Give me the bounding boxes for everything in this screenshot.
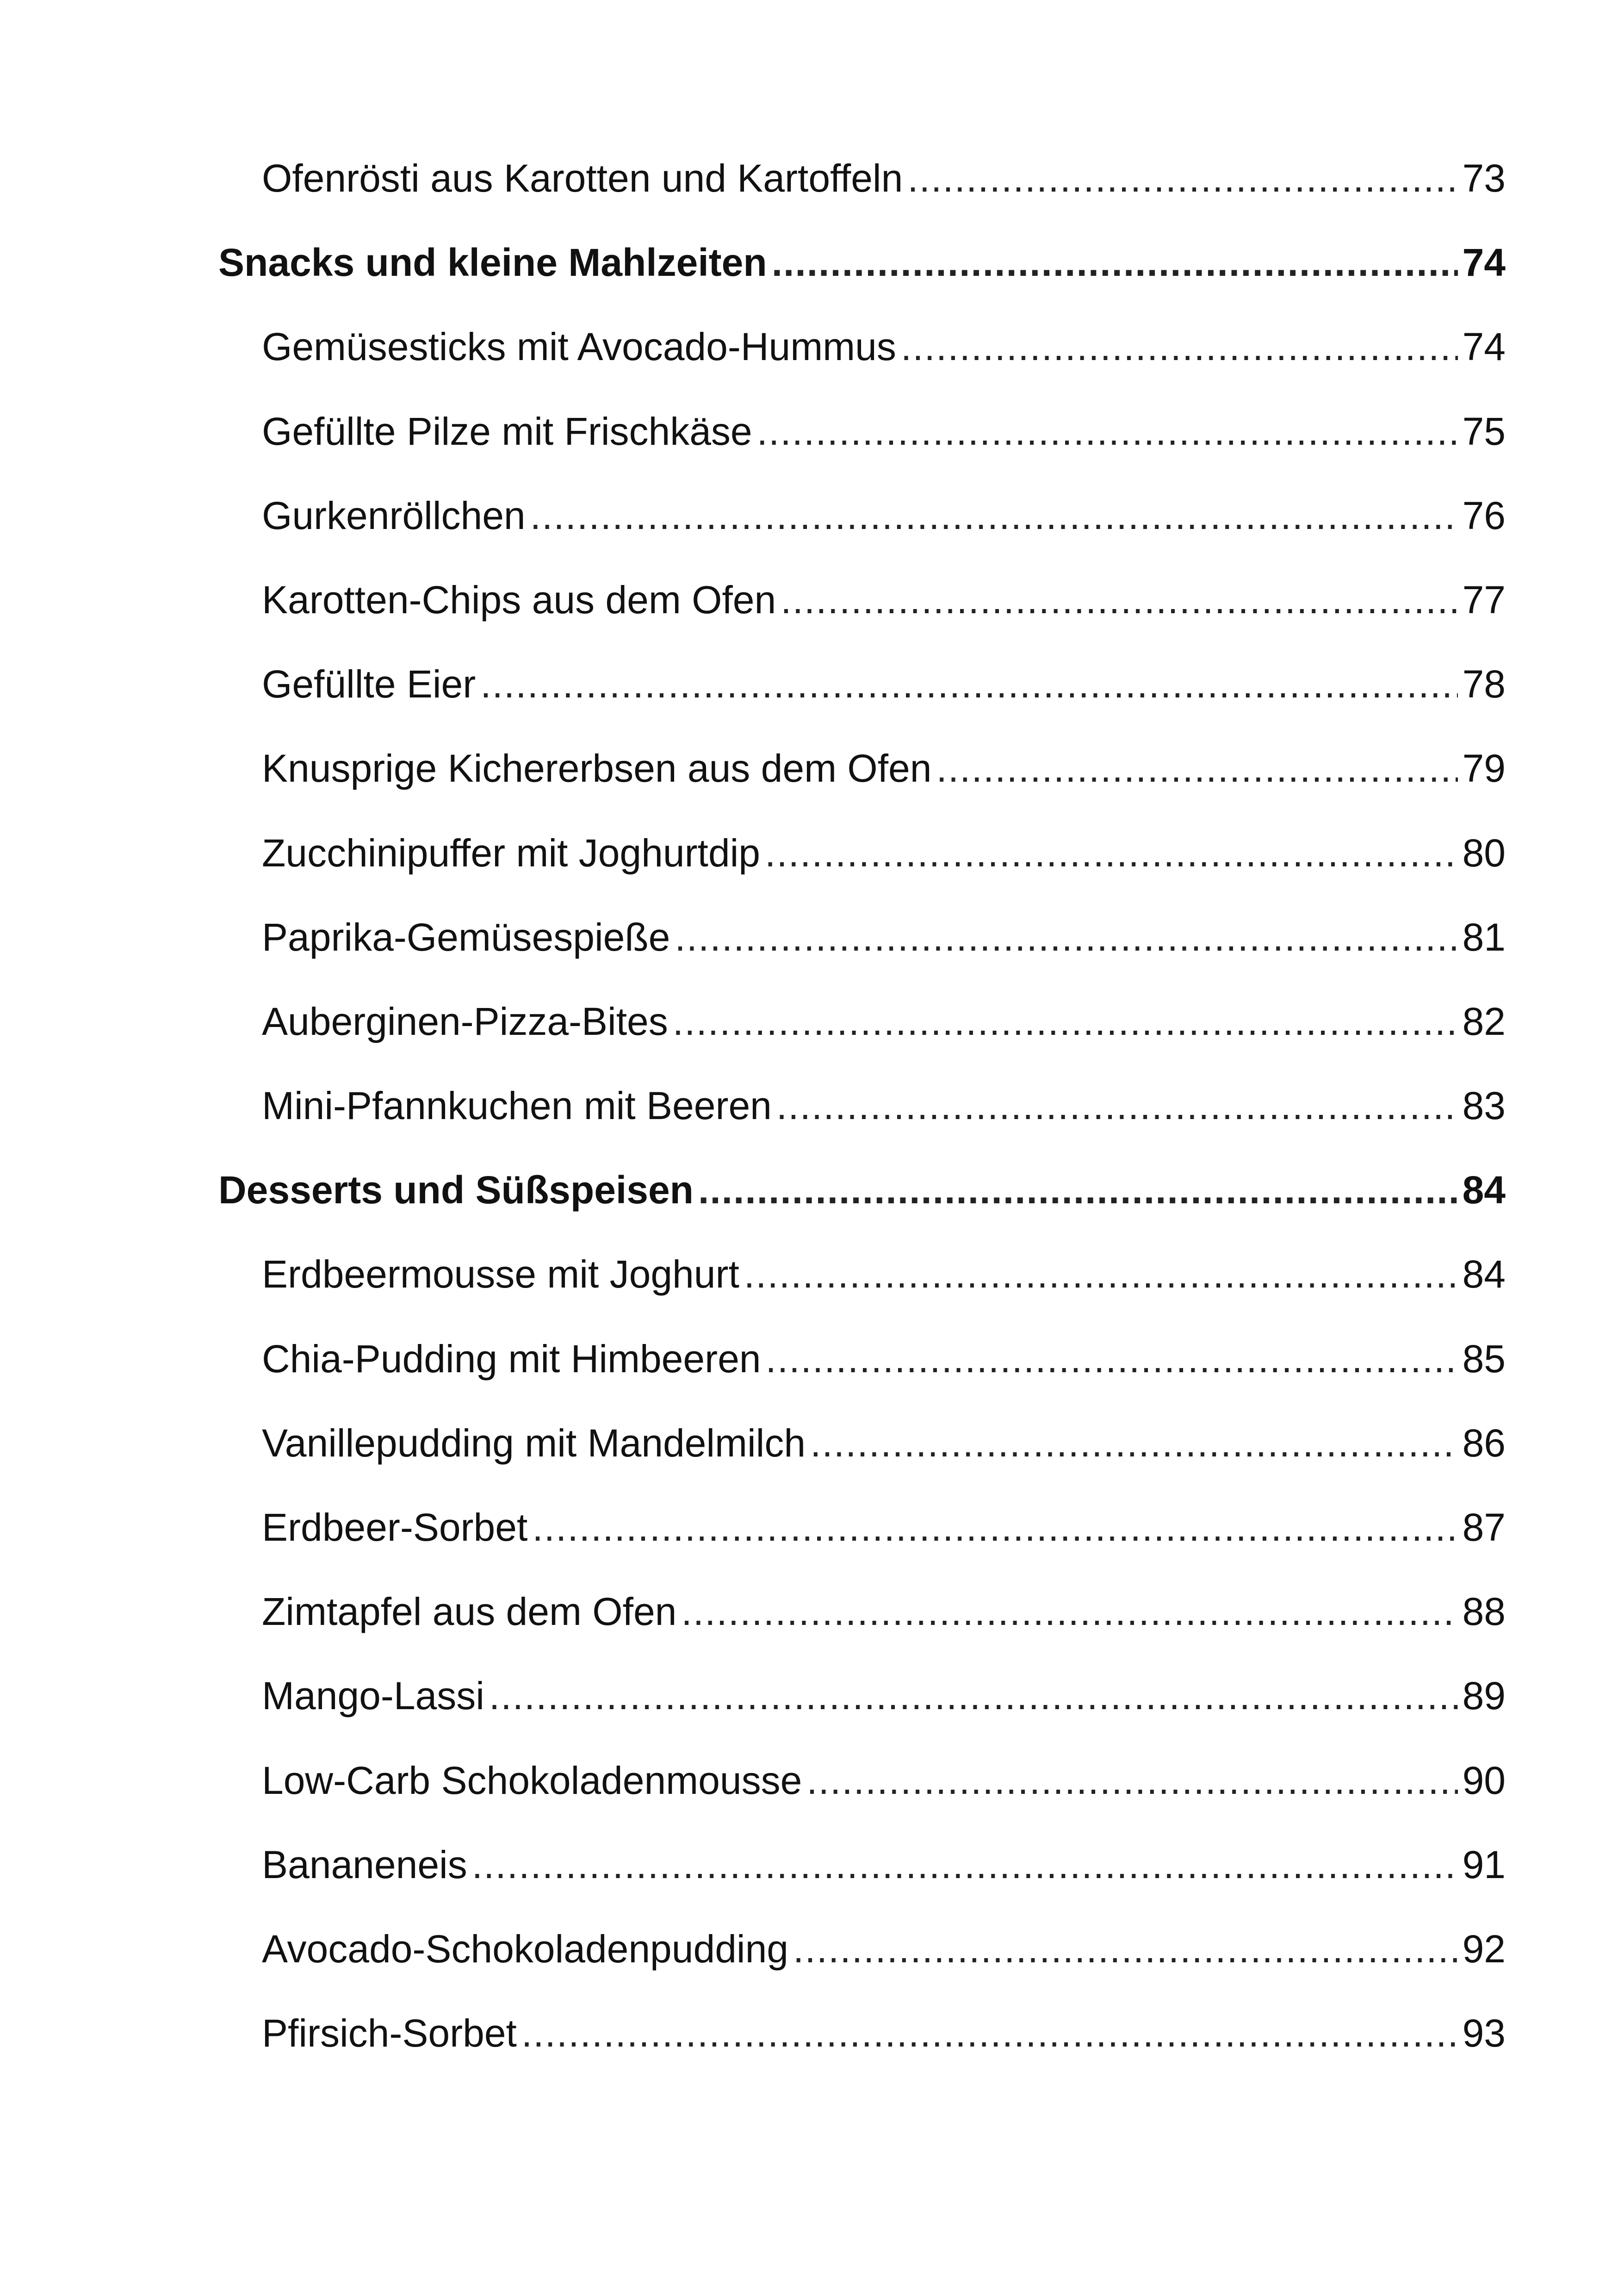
toc-page-number: 74	[1462, 241, 1506, 285]
toc-page-number: 81	[1462, 915, 1506, 959]
toc-entry	[218, 1508, 1506, 1592]
toc-entry	[218, 1086, 1506, 1170]
toc-section-heading	[218, 1170, 1506, 1255]
toc-dot-leader	[901, 327, 1458, 366]
toc-entry	[218, 1929, 1506, 2014]
toc-entry	[218, 831, 1506, 918]
toc-entry-title: Snacks und kleine Mahlzeiten	[218, 241, 767, 285]
toc-page-number: 86	[1462, 1421, 1506, 1465]
toc-entry-title: Avocado-Schokoladenpudding	[262, 1927, 789, 1971]
toc-entry	[218, 1421, 1506, 1508]
toc-entry	[218, 1676, 1506, 1761]
toc-dot-leader	[698, 1170, 1458, 1209]
toc-entry-title: Karotten-Chips aus dem Ofen	[262, 578, 776, 622]
toc-dot-leader	[793, 1929, 1458, 1968]
toc-entry	[218, 409, 1506, 496]
toc-page-number: 73	[1462, 156, 1506, 200]
toc-page-number: 76	[1462, 493, 1506, 537]
toc-entry-title: Mini-Pfannkuchen mit Beeren	[262, 1084, 772, 1128]
toc-page-number: 78	[1462, 662, 1506, 706]
toc-entry-title: Paprika-Gemüsespieße	[262, 915, 670, 959]
toc-entry	[218, 749, 1506, 833]
toc-page-number: 74	[1462, 325, 1506, 369]
table-of-contents	[218, 156, 1506, 2098]
toc-entry-title: Bananeneis	[262, 1842, 467, 1886]
toc-dot-leader	[744, 1255, 1458, 1294]
toc-entry	[218, 2011, 1506, 2098]
toc-dot-leader	[673, 1002, 1458, 1041]
toc-dot-leader	[532, 1508, 1457, 1547]
toc-page-number: 93	[1462, 2011, 1506, 2055]
toc-entry	[218, 1252, 1506, 1339]
toc-dot-leader	[766, 1339, 1458, 1378]
toc-entry-title: Gefüllte Eier	[262, 662, 476, 706]
toc-page-number: 87	[1462, 1506, 1506, 1549]
toc-dot-leader	[907, 159, 1457, 198]
toc-entry-title: Mango-Lassi	[262, 1674, 484, 1718]
toc-dot-leader	[757, 412, 1458, 451]
toc-dot-leader	[681, 1592, 1457, 1631]
toc-dot-leader	[472, 1845, 1458, 1884]
toc-entry	[218, 1592, 1506, 1676]
toc-entry-title: Zucchinipuffer mit Joghurtdip	[262, 831, 760, 875]
toc-dot-leader	[781, 580, 1457, 619]
toc-entry	[218, 1758, 1506, 1845]
toc-entry	[218, 999, 1506, 1086]
toc-entry-title: Ofenrösti aus Karotten und Kartoffeln	[262, 156, 903, 200]
toc-entry	[218, 1339, 1506, 1424]
toc-dot-leader	[936, 749, 1457, 788]
toc-page-number: 88	[1462, 1590, 1506, 1634]
toc-dot-leader	[810, 1424, 1458, 1462]
toc-entry-title: Gemüsesticks mit Avocado-Hummus	[262, 325, 896, 369]
toc-page-number: 79	[1462, 747, 1506, 790]
toc-page-number: 80	[1462, 831, 1506, 875]
toc-entry	[218, 493, 1506, 580]
toc-dot-leader	[489, 1676, 1458, 1715]
toc-page-number: 85	[1462, 1337, 1506, 1381]
toc-dot-leader	[765, 834, 1458, 872]
toc-entry-title: Erdbeer-Sorbet	[262, 1506, 528, 1549]
toc-page-number: 90	[1462, 1758, 1506, 1802]
toc-dot-leader	[530, 496, 1458, 535]
toc-page-number: 83	[1462, 1084, 1506, 1128]
toc-entry	[218, 156, 1506, 243]
toc-entry	[218, 327, 1506, 411]
toc-entry	[218, 580, 1506, 665]
toc-dot-leader	[806, 1761, 1457, 1800]
toc-page-number: 89	[1462, 1674, 1506, 1718]
toc-dot-leader	[675, 918, 1457, 957]
toc-dot-leader	[521, 2014, 1458, 2053]
toc-page-number: 91	[1462, 1842, 1506, 1886]
toc-entry-title: Knusprige Kichererbsen aus dem Ofen	[262, 747, 932, 790]
toc-page-number: 82	[1462, 999, 1506, 1043]
toc-entry-title: Low-Carb Schokoladenmousse	[262, 1758, 802, 1802]
toc-entry-title: Gurkenröllchen	[262, 493, 526, 537]
toc-entry-title: Erdbeermousse mit Joghurt	[262, 1252, 739, 1296]
toc-entry-title: Gefüllte Pilze mit Frischkäse	[262, 409, 752, 453]
toc-entry-title: Zimtapfel aus dem Ofen	[262, 1590, 677, 1634]
toc-entry	[218, 1842, 1506, 1929]
toc-section-heading	[218, 243, 1506, 327]
toc-entry-title: Vanillepudding mit Mandelmilch	[262, 1421, 806, 1465]
toc-entry-title: Desserts und Süßspeisen	[218, 1168, 694, 1212]
toc-dot-leader	[776, 1086, 1458, 1125]
toc-entry-title: Pfirsich-Sorbet	[262, 2011, 517, 2055]
toc-entry-title: Auberginen-Pizza-Bites	[262, 999, 668, 1043]
toc-page-number: 77	[1462, 578, 1506, 622]
toc-page-number: 92	[1462, 1927, 1506, 1971]
toc-page-number: 75	[1462, 409, 1506, 453]
toc-page-number: 84	[1462, 1252, 1506, 1296]
toc-dot-leader	[772, 243, 1458, 282]
toc-page-number: 84	[1462, 1168, 1506, 1212]
toc-entry-title: Chia-Pudding mit Himbeeren	[262, 1337, 761, 1381]
toc-entry	[218, 662, 1506, 749]
toc-entry	[218, 915, 1506, 1002]
toc-dot-leader	[480, 665, 1457, 703]
